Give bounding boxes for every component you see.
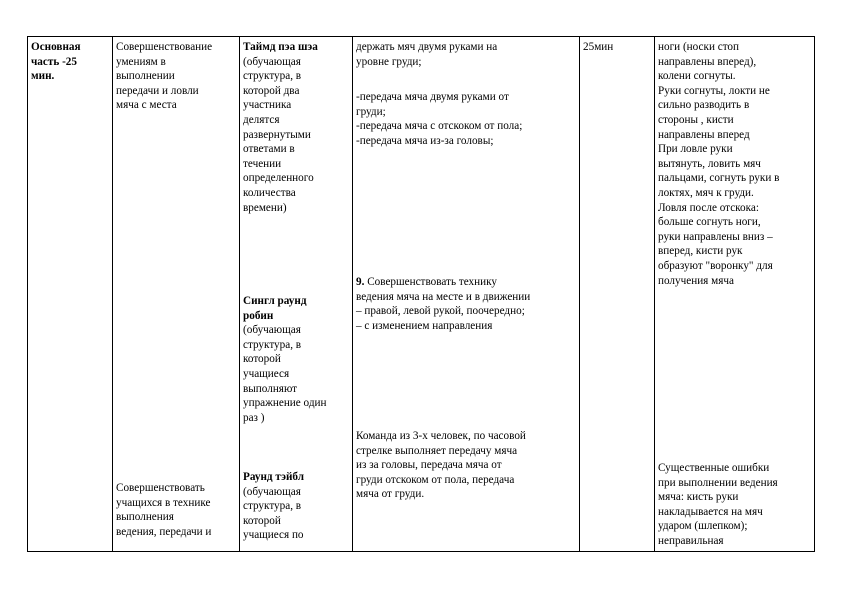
structure-title [243,294,350,323]
text-line: структура, в [243,70,302,83]
structure-round-table [243,470,350,543]
cell-guidelines [655,37,815,552]
text-line: течении [243,157,282,170]
text-line: определенного [243,172,314,185]
text-line: выполняют [243,382,298,395]
text-line: -передача мяча двумя руками от [356,91,509,103]
text-line: руки направлены вниз – [658,230,773,243]
text-line: Совершенствование [116,41,213,53]
text-line: стрелке выполняет передачу мяча [356,444,518,457]
cell-duration [580,37,655,552]
exercise-line: – правой, левой рукой, поочередно; [356,305,525,318]
duration-text [583,40,652,55]
text-line: участника [243,99,292,112]
text-line: образуют "воронку" для [658,259,773,272]
exercise-line: – с изменением направления [356,319,493,332]
text-line: груди; [356,105,386,118]
text-line: выполнении [116,70,175,83]
text-line: -передача мяча из-за головы; [356,134,494,147]
text-line: структура, в [243,338,302,351]
text-line: направлены вперед), [658,55,757,68]
text-line: развернутыми [243,128,311,141]
text-line: сильно разводить в [658,99,750,112]
cell-lesson-part [28,37,113,552]
structure-single-round-robin [243,294,350,425]
text-line: стороны , кисти [658,113,734,126]
text-line: ведения, передачи и [116,525,212,538]
text-line: Основная [31,41,81,53]
text-line: упражнение один [243,397,327,410]
text-line: из за головы, передача мяча от [356,459,502,472]
text-line: вытянуть, ловить мяч [658,157,761,170]
text-line: локтях, мяч к груди. [658,186,754,199]
text-line: колени согнуты. [658,70,736,83]
text-line: умениям в [116,55,166,68]
text-line: выполнения [116,511,174,524]
exercise-text-1 [356,40,577,69]
text-line: вперед, кисти рук [658,245,743,258]
text-line: 25мин [583,41,614,53]
text-line: делятся [243,113,280,126]
text-line: неправильная [658,534,724,547]
text-line: которой два [243,84,300,97]
text-line: Существенные ошибки [658,462,770,474]
text-line: (обучающая [243,324,301,337]
text-line: накладывается на мяч [658,505,763,518]
lesson-part-text [31,40,110,84]
text-line: раз ) [243,411,265,424]
text-line: структура, в [243,500,302,513]
cell-tasks [113,37,240,552]
text-line: Ловля после отскока: [658,201,759,214]
guidelines-text [658,40,812,288]
text-line: Руки согнуты, локти не [658,84,770,97]
text-line: уровне груди; [356,55,422,68]
exercise-passing-list [356,90,577,148]
text-line: учащиеся [243,367,290,380]
cell-structures [240,37,353,552]
text-line: При ловле руки [658,143,733,156]
text-line: больше согнуть ноги, [658,216,761,229]
exercise-number: 9. [356,276,365,288]
exercise-line: Совершенствовать технику [364,276,497,288]
cell-exercises [353,37,580,552]
text-line: часть -25 [31,55,77,68]
structure-timed-pair-share [243,40,350,215]
common-errors-text [658,461,812,549]
text-line: мяча с места [116,99,177,112]
text-line: ноги (носки стоп [658,41,740,53]
text-line: пальцами, согнуть руки в [658,172,780,185]
text-line: которой [243,514,281,527]
text-line: Совершенствовать [116,482,205,494]
text-line: количества [243,186,296,199]
text-line: при выполнении ведения [658,476,778,489]
text-line: робин [243,309,274,322]
table-row [28,37,815,552]
text-line: мин. [31,70,55,83]
text-line: ударом (шлепком); [658,520,748,533]
structure-title: Таймд пэа шэа [243,41,318,53]
task-text-2 [116,481,237,539]
text-line: которой [243,353,281,366]
text-line: -передача мяча с отскоком от пола; [356,120,523,133]
exercise-dribbling [356,275,577,333]
structure-title: Раунд тэйбл [243,471,305,483]
text-line: груди отскоком от пола, передача [356,473,515,486]
lesson-plan-table [27,36,815,552]
text-line: направлены вперед [658,128,750,141]
text-line: времени) [243,201,287,214]
exercise-line: ведения мяча на месте и в движении [356,290,531,303]
task-text-1 [116,40,237,113]
text-line: получения мяча [658,274,734,287]
exercise-team-text [356,429,577,502]
text-line: мяча: кисть руки [658,491,739,504]
text-line: учащиеся по [243,529,304,542]
text-line: Сингл раунд [243,295,307,307]
text-line: держать мяч двумя руками на [356,41,498,53]
text-line: учащихся в технике [116,496,211,509]
text-line: мяча от груди. [356,488,425,501]
text-line: передачи и ловли [116,84,199,97]
text-line: Команда из 3-х человек, по часовой [356,430,526,442]
text-line: (обучающая [243,55,301,68]
text-line: (обучающая [243,485,301,498]
text-line: ответами в [243,143,295,156]
